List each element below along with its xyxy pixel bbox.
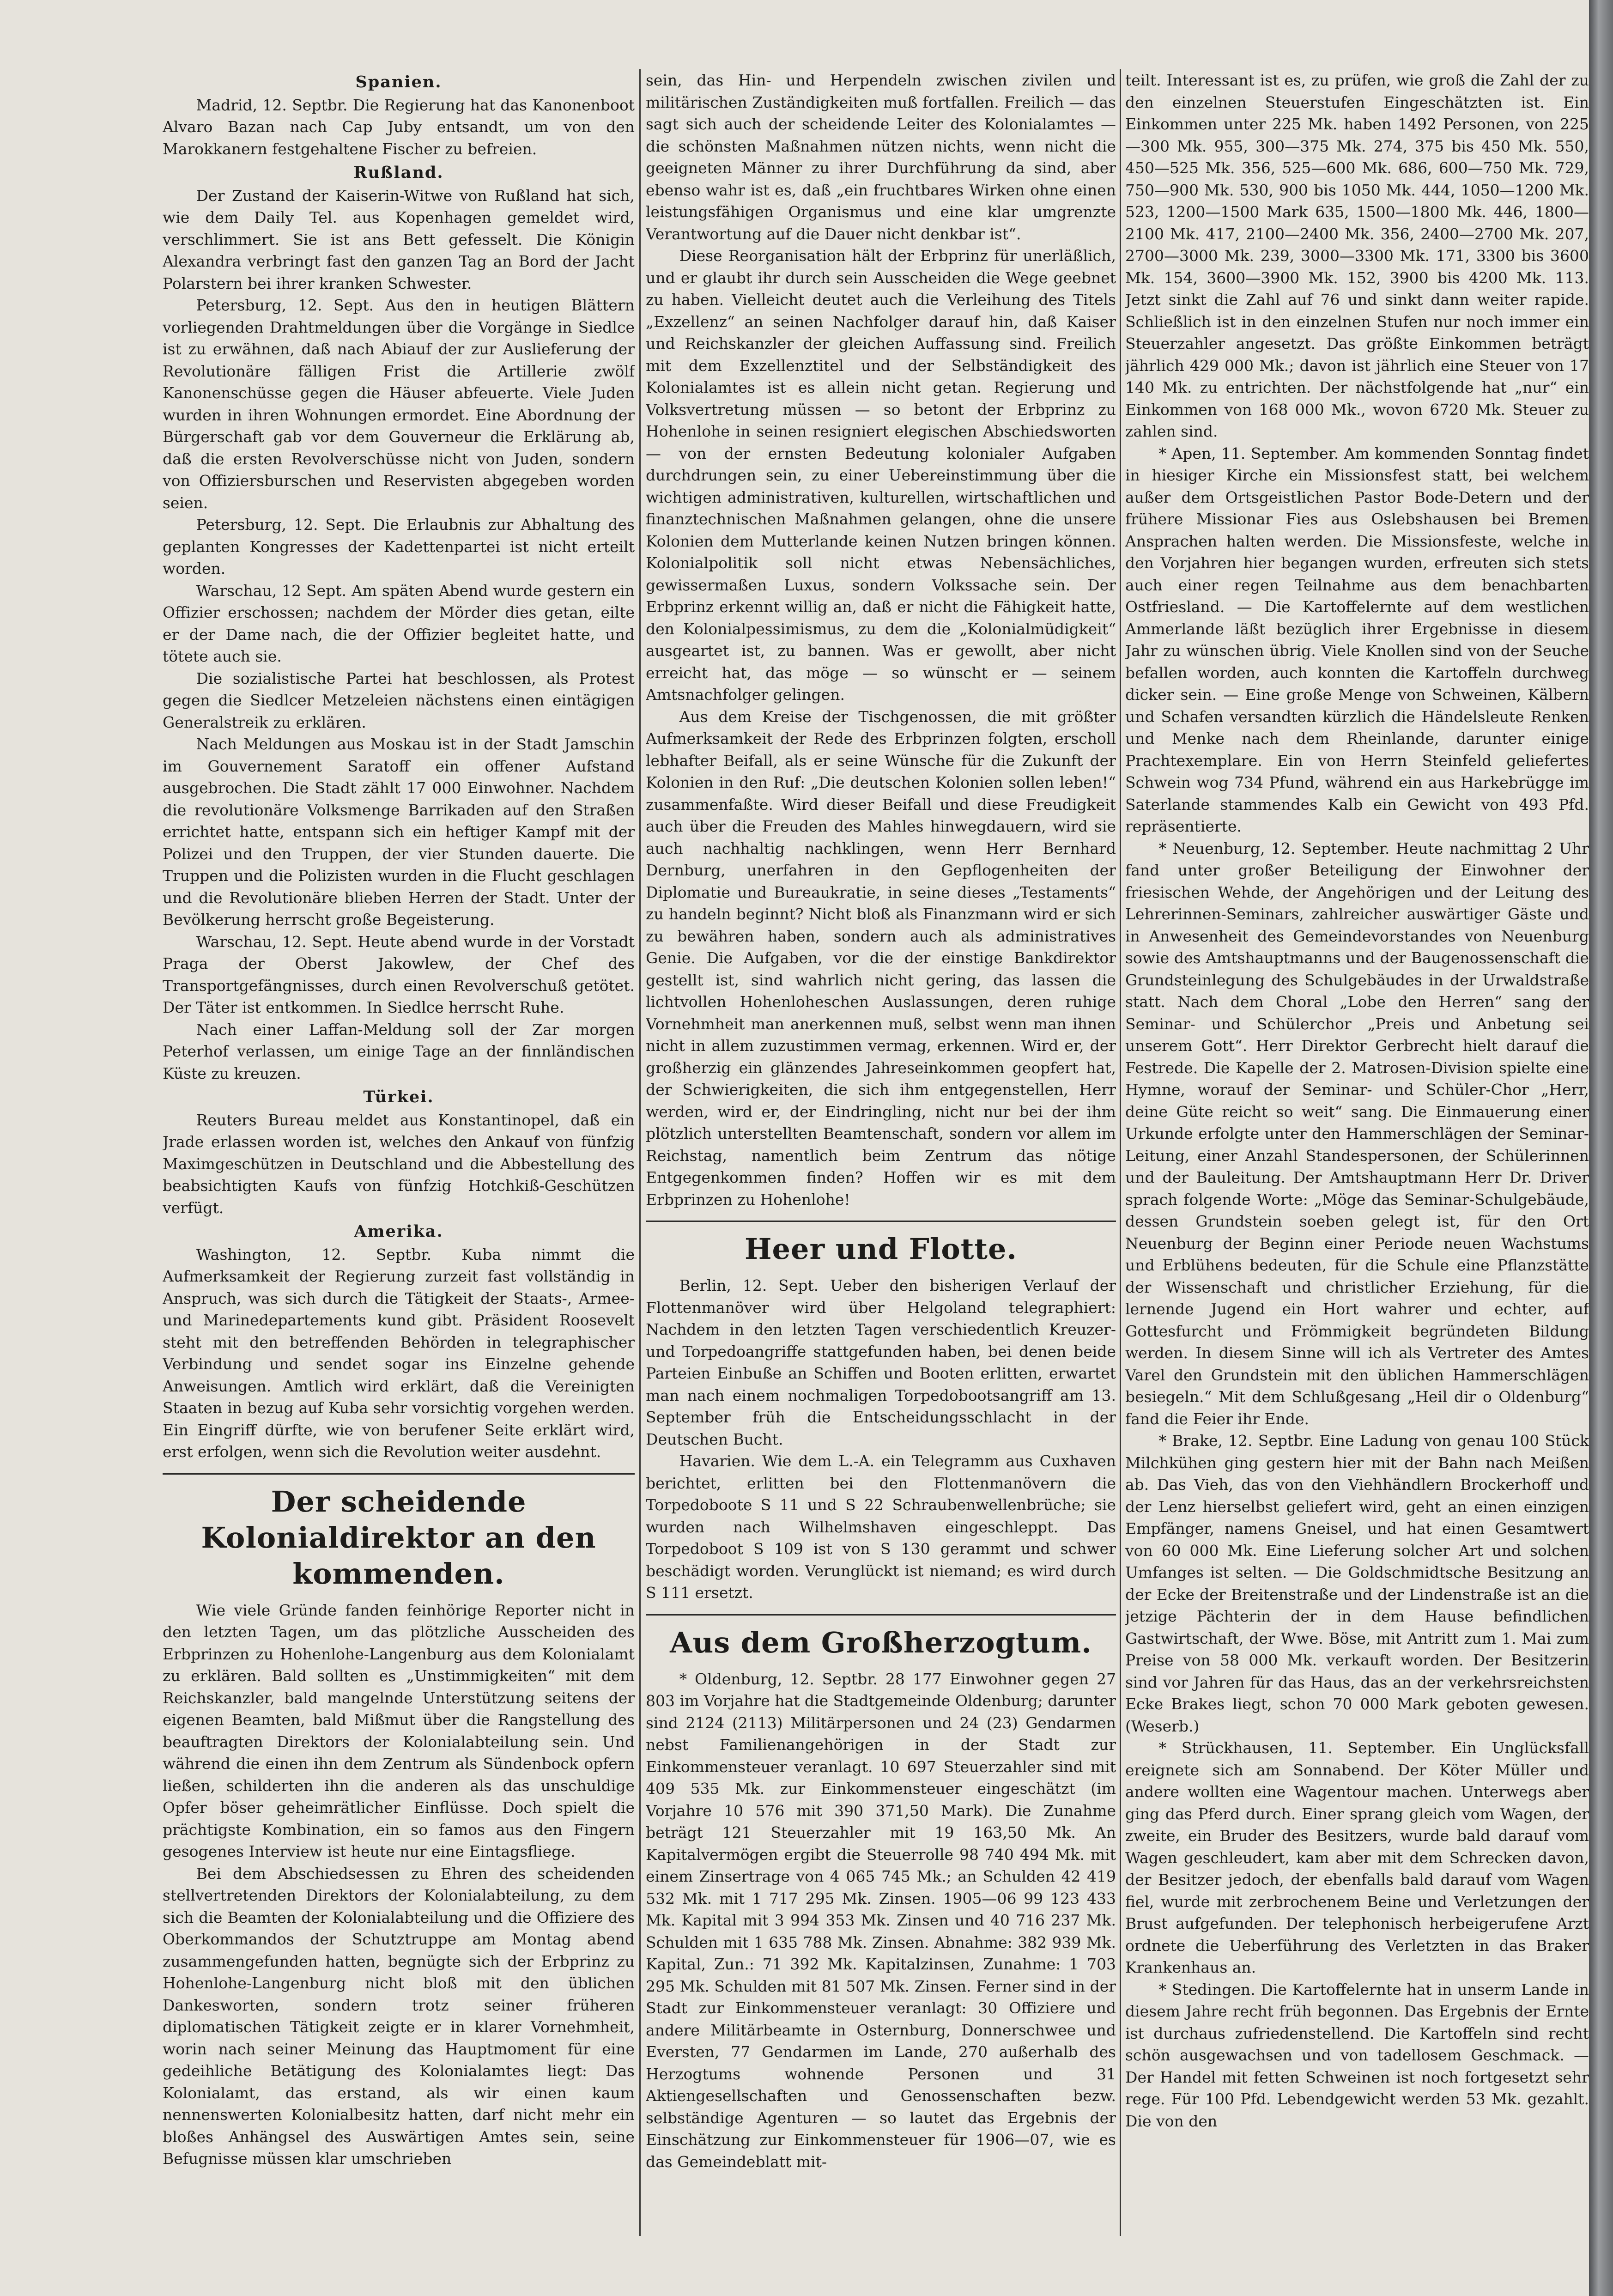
headline-grand-duchy: Aus dem Großherzogtum.: [670, 1625, 1092, 1659]
article-paragraph: * Oldenburg, 12. Septbr. 28 177 Einwohner gegen 27 803 im Vorjahre hat die Stadtgemeinde Oldenburg; darunter sind 2124 (2113) Militärpersonen und 24 (23) Gendarmen nebst Familienangehörigen in der Stadt zur Einkommensteuer veranlagt. 10 697 Steuerzahler sind mit 409 535 Mk. zur Einkommensteuer eingeschätzt (im Vorjahre 10 576 mit 390 371,50 Mark). Die Zunahme beträgt 121 Steuerzahler mit 19 163,50 Mk. An Kapitalvermögen ergibt die Steuerrolle 98 740 494 Mk. mit einem Zinsertrage von 4 065 745 Mk.; an Schulden 42 419 532 Mk. mit 1 717 295 Mk. Zinsen. 1905—06 99 123 433 Mk. Kapital mit 3 994 353 Mk. Zinsen und 40 716 237 Mk. Schulden mit 1 635 788 Mk. Zinsen. Abnahme: 382 939 Mk. Kapital, Zun.: 71 392 Mk. Kapitalzinsen, Zunahme: 1 703 295 Mk. Schulden mit 81 507 Mk. Zinsen. Ferner sind in der Stadt zur Einkommensteuer veranlagt: 30 Offiziere und andere Militärbeamte in Osternburg, Donnerschwee und Eversten, 77 Gendarmen im Lande, 270 außerhalb des Herzogtums wohnende Personen und 31 Aktiengesellschaften und Genossenschaften bezw. selbständige Agenturen — so lautet das Ergebnis der Einschätzung zur Einkommensteuer für 1906—07, wie es das Gemeindeblatt mit-: [646, 1670, 1116, 2171]
headline-army-navy: Heer und Flotte.: [744, 1232, 1018, 1266]
column-3: [1125, 69, 1589, 2236]
section-heading-spain: Spanien.: [355, 73, 442, 91]
article-paragraph: Reuters Bureau meldet aus Konstantinopel, daß ein Jrade erlassen worden ist, welches den Ankauf von fünfzig Maximgeschützen in Deutschland und die Abbestellung des beabsichtigten Kaufs von fünfzig Hotchkiß-Geschützen verfügt.: [163, 1111, 635, 1217]
article-paragraph: * Strückhausen, 11. September. Ein Unglücksfall ereignete sich am Sonnabend. Der Köter Müller und andere wollten eine Wagentour machen. Unterwegs aber ging das Pferd durch. Einer sprang gleich vom Wagen, der zweite, ein Bruder des Besitzers, wurde bald darauf vom Wagen geschleudert, kam aber mit dem Schrecken davon, der Besitzer jedoch, der ebenfalls bald darauf vom Wagen fiel, wurde mit zerbrochenem Beine und Verletzungen der Brust aufgefunden. Der telephonisch herbeigerufene Arzt ordnete die Ueberführung des Verletzten in das Braker Krankenhaus an.: [1125, 1739, 1589, 1976]
article-paragraph: sein, das Hin- und Herpendeln zwischen zivilen und militärischen Zuständigkeiten muß fortfallen. Freilich — das sagt sich auch der scheidende Leiter des Kolonialamtes — die schönsten Maßnahmen nützen nichts, wenn nicht die geeigneten Männer zu ihrer Durchführung da sind, aber ebenso wahr ist es, daß „ein fruchtbares Wirken ohne einen leistungsfähigen Organismus und eine klar umgrenzte Verantwortung auf die Dauer nicht denkbar ist“.: [646, 71, 1116, 243]
article-paragraph: * Stedingen. Die Kartoffelernte hat in unserm Lande in diesem Jahre recht früh begonnen. Das Ergebnis der Ernte ist durchaus zufriedenstellend. Die Kartoffeln sind recht schön ausgewachsen und von tadellosem Geschmack. — Der Handel mit fetten Schweinen ist noch fortgesetzt sehr rege. Für 100 Pfd. Lebendgewicht werden 53 Mk. gezahlt. Die von den: [1125, 1980, 1589, 2130]
article-paragraph: Petersburg, 12. Sept. Aus den in heutigen Blättern vorliegenden Drahtmeldungen über die Vorgänge in Siedlce ist zu erwähnen, daß nach Abiauf der zur Auslieferung der Revolutionäre fälligen Frist die Artillerie zwölf Kanonenschüsse gegen die Häuser abfeuerte. Viele Juden wurden in ihren Wohnungen ermordet. Eine Abordnung der Bürgerschaft gab vor dem Gouverneur die Erklärung ab, daß die ersten Revolverschüsse nicht von Juden, sondern von Offiziersburschen und Reservisten abgegeben worden seien.: [163, 296, 635, 512]
article-paragraph: Die sozialistische Partei hat beschlossen, als Protest gegen die Siedlcer Metzeleien nächstens einen eintägigen Generalstreik zu erklären.: [163, 669, 635, 731]
section-divider: [646, 1614, 1116, 1616]
section-divider: [646, 1221, 1116, 1222]
article-paragraph: Warschau, 12 Sept. Am späten Abend wurde gestern ein Offizier erschossen; nachdem der Mörder dies getan, eilte er der Dame nach, die der Offizier begleitet hatte, und tötete auch sie.: [163, 581, 635, 665]
article-paragraph: Der Zustand der Kaiserin-Witwe von Rußland hat sich, wie dem Daily Tel. aus Kopenhagen gemeldet wird, verschlimmert. Sie ist ans Bett gefesselt. Die Königin Alexandra verbringt fast den ganzen Tag an Bord der Jacht Polarstern bei ihrer kranken Schwester.: [163, 186, 635, 292]
article-paragraph: * Brake, 12. Septbr. Eine Ladung von genau 100 Stück Milchkühen ging gestern hier mit der Bahn nach Meißen ab. Das Vieh, das von den Viehhändlern Brockerhoff und der Lenz hierselbst geliefert wird, geht an einen einzigen Empfänger, namens Gneisel, und hat einen Gesamtwert von 60 000 Mk. Eine Lieferung solcher Art und solchen Umfanges ist selten. — Die Goldschmidtsche Besitzung an der Ecke der Breitenstraße und der Lindenstraße ist an die jetzige Pächterin der in dem Hause befindlichen Gastwirtschaft, der Wwe. Böse, mit Antritt zum 1. Mai zum Preise von 58 000 Mk. verkauft worden. Der Besitzerin sind vor Jahren für das Haus, das an der verkehrsreichsten Ecke Brakes liegt, schon 70 000 Mark geboten gewesen. (Weserb.): [1125, 1432, 1589, 1735]
article-paragraph: teilt. Interessant ist es, zu prüfen, wie groß die Zahl der zu den einzelnen Steuerstufen Eingeschätzten ist. Ein Einkommen unter 225 Mk. haben 1492 Personen, von 225—300 Mk. 955, 300—375 Mk. 274, 375 bis 450 Mk. 550, 450—525 Mk. 356, 525—600 Mk. 686, 600—750 Mk. 729, 750—900 Mk. 530, 900 bis 1050 Mk. 444, 1050—1200 Mk. 523, 1200—1500 Mark 635, 1500—1800 Mk. 446, 1800—2100 Mk. 417, 2100—2400 Mk. 356, 2400—2700 Mk. 207, 2700—3000 Mk. 239, 3000—3300 Mk. 171, 3300 bis 3600 Mk. 154, 3600—3900 Mk. 152, 3900 bis 4200 Mk. 113. Jetzt sinkt die Zahl auf 76 und sinkt dann weiter rapide. Schließlich ist in den einzelnen Stufen nur noch immer ein Steuerzahler angesetzt. Das größte Einkommen beträgt jährlich 429 000 Mk.; davon ist jährlich eine Steuer von 17 140 Mk. zu entrichten. Der nächstfolgende hat „nur“ ein Einkommen von 168 000 Mk., wovon 6720 Mk. Steuer zu zahlen sind.: [1125, 71, 1589, 440]
article-paragraph: * Apen, 11. September. Am kommenden Sonntag findet in hiesiger Kirche ein Missionsfest statt, bei welchem außer dem Ortsgeistlichen Pastor Bode-Detern und der frühere Missionar Fies aus Oslebshausen bei Bremen Ansprachen halten werden. Die Missionsfeste, welche in den Vorjahren hier begangen wurden, erfreuten sich stets auch einer regen Teilnahme aus dem benachbarten Ostfriesland. — Die Kartoffelernte auf dem westlichen Ammerlande läßt bezüglich ihrer Ergebnisse in diesem Jahr zu wünschen übrig. Viele Knollen sind von der Seuche befallen worden, auch konnten die Kartoffeln durchweg dicker sein. — Eine große Menge von Schweinen, Kälbern und Schafen versandten kürzlich die Händelsleute Renken und Menke nach dem Rheinlande, darunter einige Prachtexemplare. Ein von Herrn Steinfeld geliefertes Schwein wog 734 Pfund, während ein aus Harkebrügge im Saterlande stammendes Kalb ein Gewicht von 493 Pfd. repräsentierte.: [1125, 444, 1589, 835]
column-rule: [639, 69, 641, 2236]
article-paragraph: Havarien. Wie dem L.-A. ein Telegramm aus Cuxhaven berichtet, erlitten bei den Flottenmanövern die Torpedoboote S 11 und S 22 Schraubenwellenbrüche; sie wurden nach Wilhelmshaven eingeschleppt. Das Torpedoboot S 109 ist von S 130 gerammt und schwer beschädigt worden. Verunglückt ist niemand; es wird durch S 111 ersetzt.: [646, 1452, 1116, 1602]
article-paragraph: Berlin, 12. Sept. Ueber den bisherigen Verlauf der Flottenmanöver wird über Helgoland telegraphiert: Nachdem in den letzten Tagen verschiedentlich Kreuzer- und Torpedoangriffe stattgefunden haben, bei denen beide Parteien Einbuße an Schiffen und Booten erlitten, erwartet man nach einem nochmaligen Torpedobootsangriff am 13. September früh die Entscheidungsschlacht in der Deutschen Bucht.: [646, 1276, 1116, 1448]
article-paragraph: Nach Meldungen aus Moskau ist in der Stadt Jamschin im Gouvernement Saratoff ein offener Aufstand ausgebrochen. Die Stadt zählt 17 000 Einwohner. Nachdem die revolutionäre Volksmenge Barrikaden auf den Straßen errichtet hatte, entspann sich ein heftiger Kampf mit der Polizei und den Truppen, der vier Stunden dauerte. Die Truppen und die Polizisten wurden in die Flucht geschlagen und die Revolutionäre blieben Herren der Stadt. Unter der Bevölkerung herrscht große Begeisterung.: [163, 735, 635, 929]
article-paragraph: Diese Reorganisation hält der Erbprinz für unerläßlich, und er glaubt ihr durch sein Ausscheiden die Wege geebnet zu haben. Vielleicht deutet auch die Verleihung des Titels „Exzellenz“ an seinen Nachfolger darauf hin, daß Kaiser und Reichskanzler der gleichen Auffassung sind. Freilich mit dem Exzellenztitel und der Selbständigkeit des Kolonialamtes ist es allein nicht getan. Regierung und Volksvertretung müssen — so betont der Erbprinz zu Hohenlohe in seinen resigniert elegischen Abschiedsworten — von der ernsten Bedeutung kolonialer Aufgaben durchdrungen sein, zu einer Uebereinstimmung über die wichtigen administrativen, kulturellen, wirtschaftlichen und finanztechnischen Maßnahmen gelangen, ohne die unsere Kolonien dem Mutterlande keinen Nutzen bringen können. Kolonialpolitik soll nicht etwas Nebensächliches, gewissermaßen Luxus, sondern Volkssache sein. Der Erbprinz erkennt willig an, daß er nicht die Fähigkeit hatte, den Kolonialpessimismus, zu dem die „Kolonialmüdigkeit“ ausgeartet ist, zu bannen. Was er gewollt, aber nicht erreicht hat, das möge — so wünscht er — seinem Amtsnachfolger gelingen.: [646, 247, 1116, 704]
section-heading-america: Amerika.: [354, 1222, 443, 1241]
article-paragraph: Aus dem Kreise der Tischgenossen, die mit größter Aufmerksamkeit der Rede des Erbprinzen folgten, erscholl lebhafter Beifall, als er seine Wünsche für die Zukunft der Kolonien in den Ruf: „Die deutschen Kolonien sollen leben!“ zusammenfaßte. Wird dieser Beifall und diese Freudigkeit auch über die Freuden des Mahles hinwegdauern, wird sie auch nachhaltig nachklingen, wenn Herr Bernhard Dernburg, unerfahren in den Gepflogenheiten der Diplomatie und Bureaukratie, in seine dieses „Testaments“ zu handeln beginnt? Nicht bloß als Finanzmann wird er sich zu bewähren haben, sondern auch als administratives Genie. Die Aufgaben, vor die der einstige Bankdirektor gestellt ist, sind wahrlich nicht gering, das lassen die lichtvollen Hohenloheschen Auslassungen, deren ruhige Vornehmheit man anerkennen muß, selbst wenn man ihnen nicht in allem zuzustimmen vermag, erkennen. Wird er, der großherzig ein glänzendes Jahreseinkommen geopfert hat, der Schwierigkeiten, die sich ihm entgegenstellen, Herr werden, wird er, der Eindringling, nicht nur bei der ihm plötzlich unterstellten Beamtenschaft, sondern vor allem im Reichstag, namentlich beim Zentrum das nötige Entgegenkommen finden? Hoffen wir es mit dem Erbprinzen zu Hohenlohe!: [646, 707, 1116, 1209]
page-edge: [1589, 0, 1613, 2296]
column-2: [646, 69, 1116, 2236]
column-1: [163, 69, 635, 2236]
headline-colonial-director: Der scheidende Kolonialdirektor an den kommenden.: [201, 1484, 596, 1591]
article-paragraph: * Neuenburg, 12. September. Heute nachmittag 2 Uhr fand unter großer Beteiligung der Einwohner der friesischen Wehde, der Angehörigen und der Leitung des Lehrerinnen-Seminars, zahlreicher auswärtiger Gäste und in Anwesenheit des Gemeindevorstandes von Neuenburg sowie des Amtshauptmanns und der Baugenossenschaft die Grundsteinlegung des Schulgebäudes in der Urwaldstraße statt. Nach dem Choral „Lobe den Herren“ sang der Seminar- und Schülerchor „Preis und Anbetung sei unserem Gott“. Herr Direktor Gerbrecht hielt darauf die Festrede. Die Kapelle der 2. Matrosen-Division spielte eine Hymne, worauf der Seminar- und Schüler-Chor „Herr, deine Güte reicht so weit“ sang. Die Einmauerung einer Urkunde erfolgte unter den Hammerschlägen der Seminar-Leitung, einer Anzahl Standespersonen, der Schülerinnen und der Bauleitung. Der Amtshauptmann Herr Dr. Driver sprach folgende Worte: „Möge das Seminar-Schulgebäude, dessen Grundstein soeben gelegt ist, für den Ort Neuenburg der Beginn einer Periode neuen Wachstums und Erblühens bedeuten, für die Schule eine Pflanzstätte der Wissenschaft und christlicher Erziehung, für die lernende Jugend ein Hort wahrer und echter, auf Gottesfurcht und Frömmigkeit begründeten Bildung werden. In diesem Sinne will ich als Vertreter des Amtes Varel den Grundstein mit den üblichen Hammerschlägen besiegeln.“ Mit dem Schlußgesang „Heil dir o Oldenburg“ fand die Feier ihr Ende.: [1125, 839, 1589, 1428]
article-paragraph: Warschau, 12. Sept. Heute abend wurde in der Vorstadt Praga der Oberst Jakowlew, der Chef des Transportgefängnisses, durch einen Revolverschuß getötet. Der Täter ist entkommen. In Siedlce herrscht Ruhe.: [163, 932, 635, 1016]
section-heading-turkey: Türkei.: [363, 1087, 434, 1106]
article-paragraph: Petersburg, 12. Sept. Die Erlaubnis zur Abhaltung des geplanten Kongresses der Kadettenpartei ist nicht erteilt worden.: [163, 516, 635, 577]
section-heading-russia: Rußland.: [353, 163, 444, 182]
article-paragraph: Wie viele Gründe fanden feinhörige Reporter nicht in den letzten Tagen, um das plötzliche Ausscheiden des Erbprinzen zu Hohenlohe-Langenburg aus dem Kolonialamt zu erklären. Bald sollten es „Unstimmigkeiten“ mit dem Reichskanzler, bald mangelnde Unterstützung seitens der eigenen Beamten, bald Mißmut über die Rangstellung des beauftragten Direktors der Kolonialabteilung sein. Und während die einen ihn dem Zentrum als Sündenbock opfern ließen, schilderten ihn die anderen als das unschuldige Opfer böser geheimrätlicher Einflüsse. Doch spielt die prächtigste Kombination, ein so famos aus den Fingern gesogenes Interview ist heute nur eine Eintagsfliege.: [163, 1601, 635, 1860]
article-paragraph: Washington, 12. Septbr. Kuba nimmt die Aufmerksamkeit der Regierung zurzeit fast vollständig in Anspruch, was sich durch die Tätigkeit der Staats-, Armee- und Marinedepartements kund gibt. Präsident Roosevelt steht mit den betreffenden Behörden in telegraphischer Verbindung und sendet sogar ins Einzelne gehende Anweisungen. Amtlich wird erklärt, daß die Vereinigten Staaten in bezug auf Kuba sehr vorsichtig vorgehen werden. Ein Eingriff dürfte, wie von berufener Seite erklärt wird, erst erfolgen, wenn sich die Revolution weiter ausdehnt.: [163, 1245, 635, 1461]
column-rule: [1120, 69, 1121, 2236]
section-divider: [163, 1473, 635, 1475]
article-paragraph: Nach einer Laffan-Meldung soll der Zar morgen Peterhof verlassen, um einige Tage an der finnländischen Küste zu kreuzen.: [163, 1020, 635, 1082]
article-paragraph: Madrid, 12. Septbr. Die Regierung hat das Kanonenboot Alvaro Bazan nach Cap Juby entsandt, um von den Marokkanern festgehaltene Fischer zu befreien.: [163, 96, 635, 158]
article-paragraph: Bei dem Abschiedsessen zu Ehren des scheidenden stellvertretenden Direktors der Kolonialabteilung, zu dem sich die Beamten der Kolonialabteilung und die Offiziere des Oberkommandos der Schutztruppe am Montag abend zusammengefunden hatten, begnügte sich der Erbprinz zu Hohenlohe-Langenburg nicht bloß mit den üblichen Dankesworten, sondern trotz seiner früheren diplomatischen Tätigkeit zeigte er in klarer Vornehmheit, worin nach seiner Meinung das Hauptmoment für eine gedeihliche Betätigung des Kolonialamtes liegt: Das Kolonialamt, das erstand, als wir einen kaum nennenswerten Kolonialbesitz hatten, darf nicht mehr ein bloßes Anhängsel des Auswärtigen Amtes sein, seine Befugnisse müssen klar umschrieben: [163, 1864, 635, 2168]
